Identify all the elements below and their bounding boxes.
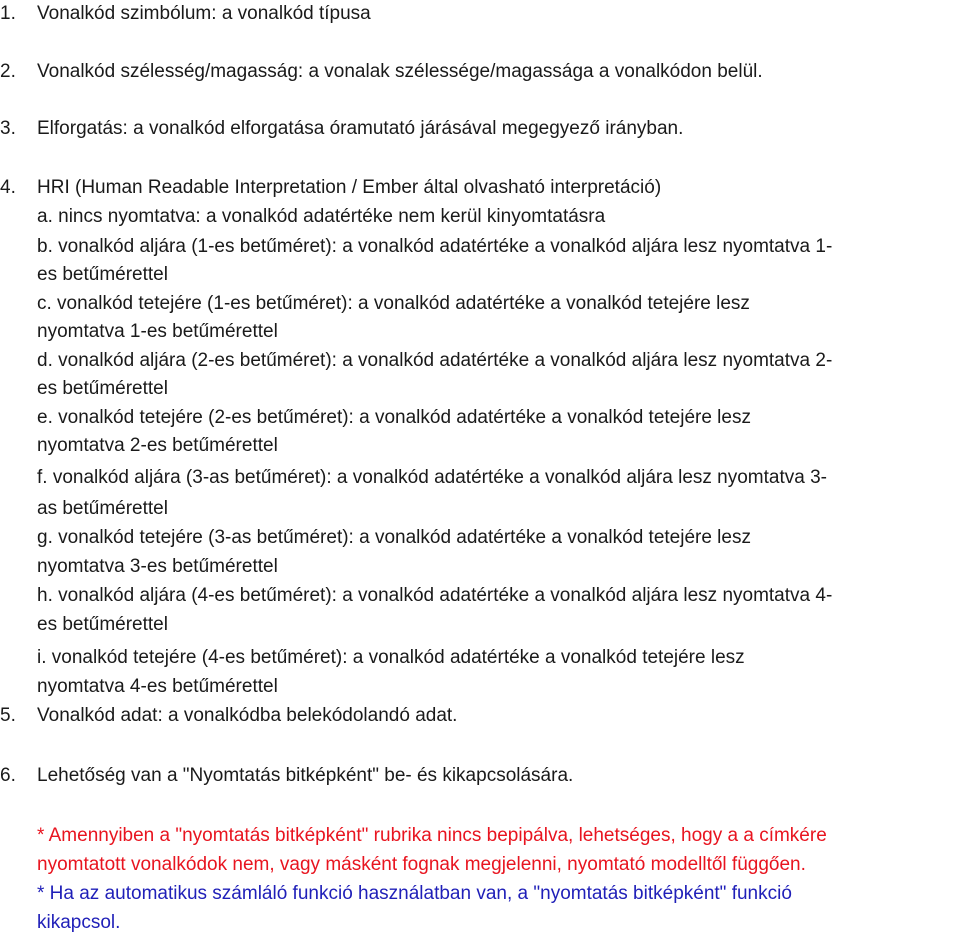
note-counter-info-cont: kikapcsol.: [37, 912, 121, 933]
list-text: Elforgatás: a vonalkód elforgatása óramutató járásával megegyező irányban.: [37, 118, 684, 139]
note-bitmap-warning-cont: nyomtatott vonalkódok nem, vagy másként fognak megjelenni, nyomtató modelltől függően.: [37, 854, 806, 875]
hri-option-b-cont: es betűmérettel: [37, 264, 168, 285]
note-bitmap-warning: * Amennyiben a "nyomtatás bitképként" rubrika nincs bepipálva, lehetséges, hogy a a címkére: [37, 825, 827, 846]
list-number: 6.: [0, 765, 16, 786]
hri-option-g-cont: nyomtatva 3-es betűmérettel: [37, 556, 278, 577]
note-counter-info: * Ha az automatikus számláló funkció használatban van, a "nyomtatás bitképként" funkció: [37, 883, 792, 904]
list-number: 5.: [0, 705, 16, 726]
hri-option-d: d. vonalkód aljára (2-es betűméret): a vonalkód adatértéke a vonalkód aljára lesz nyomtatva 2-: [37, 350, 833, 371]
list-number: 1.: [0, 3, 16, 24]
list-number: 2.: [0, 61, 16, 82]
list-text: Vonalkód adat: a vonalkódba belekódolandó adat.: [37, 705, 458, 726]
list-text: Vonalkód szélesség/magasság: a vonalak szélessége/magassága a vonalkódon belül.: [37, 61, 763, 82]
hri-option-d-cont: es betűmérettel: [37, 378, 168, 399]
hri-option-f: f. vonalkód aljára (3-as betűméret): a vonalkód adatértéke a vonalkód aljára lesz nyomtatva 3-: [37, 467, 827, 488]
list-text: Vonalkód szimbólum: a vonalkód típusa: [37, 3, 371, 24]
hri-option-f-cont: as betűmérettel: [37, 498, 168, 519]
hri-option-h-cont: es betűmérettel: [37, 614, 168, 635]
hri-option-c: c. vonalkód tetejére (1-es betűméret): a vonalkód adatértéke a vonalkód tetejére lesz: [37, 293, 750, 314]
list-number: 4.: [0, 177, 16, 198]
hri-option-e-cont: nyomtatva 2-es betűmérettel: [37, 435, 278, 456]
hri-option-e: e. vonalkód tetejére (2-es betűméret): a vonalkód adatértéke a vonalkód tetejére lesz: [37, 407, 751, 428]
hri-option-g: g. vonalkód tetejére (3-as betűméret): a vonalkód adatértéke a vonalkód tetejére lesz: [37, 527, 751, 548]
hri-option-i-cont: nyomtatva 4-es betűmérettel: [37, 676, 278, 697]
hri-option-b: b. vonalkód aljára (1-es betűméret): a vonalkód adatértéke a vonalkód aljára lesz nyomtatva 1-: [37, 236, 833, 257]
hri-option-i: i. vonalkód tetejére (4-es betűméret): a vonalkód adatértéke a vonalkód tetejére lesz: [37, 647, 745, 668]
hri-option-c-cont: nyomtatva 1-es betűmérettel: [37, 321, 278, 342]
list-text: HRI (Human Readable Interpretation / Ember által olvasható interpretáció): [37, 177, 662, 198]
list-text: Lehetőség van a "Nyomtatás bitképként" be- és kikapcsolására.: [37, 765, 574, 786]
list-number: 3.: [0, 118, 16, 139]
hri-option-a: a. nincs nyomtatva: a vonalkód adatértéke nem kerül kinyomtatásra: [37, 206, 606, 227]
hri-option-h: h. vonalkód aljára (4-es betűméret): a vonalkód adatértéke a vonalkód aljára lesz nyomtatva 4-: [37, 585, 833, 606]
